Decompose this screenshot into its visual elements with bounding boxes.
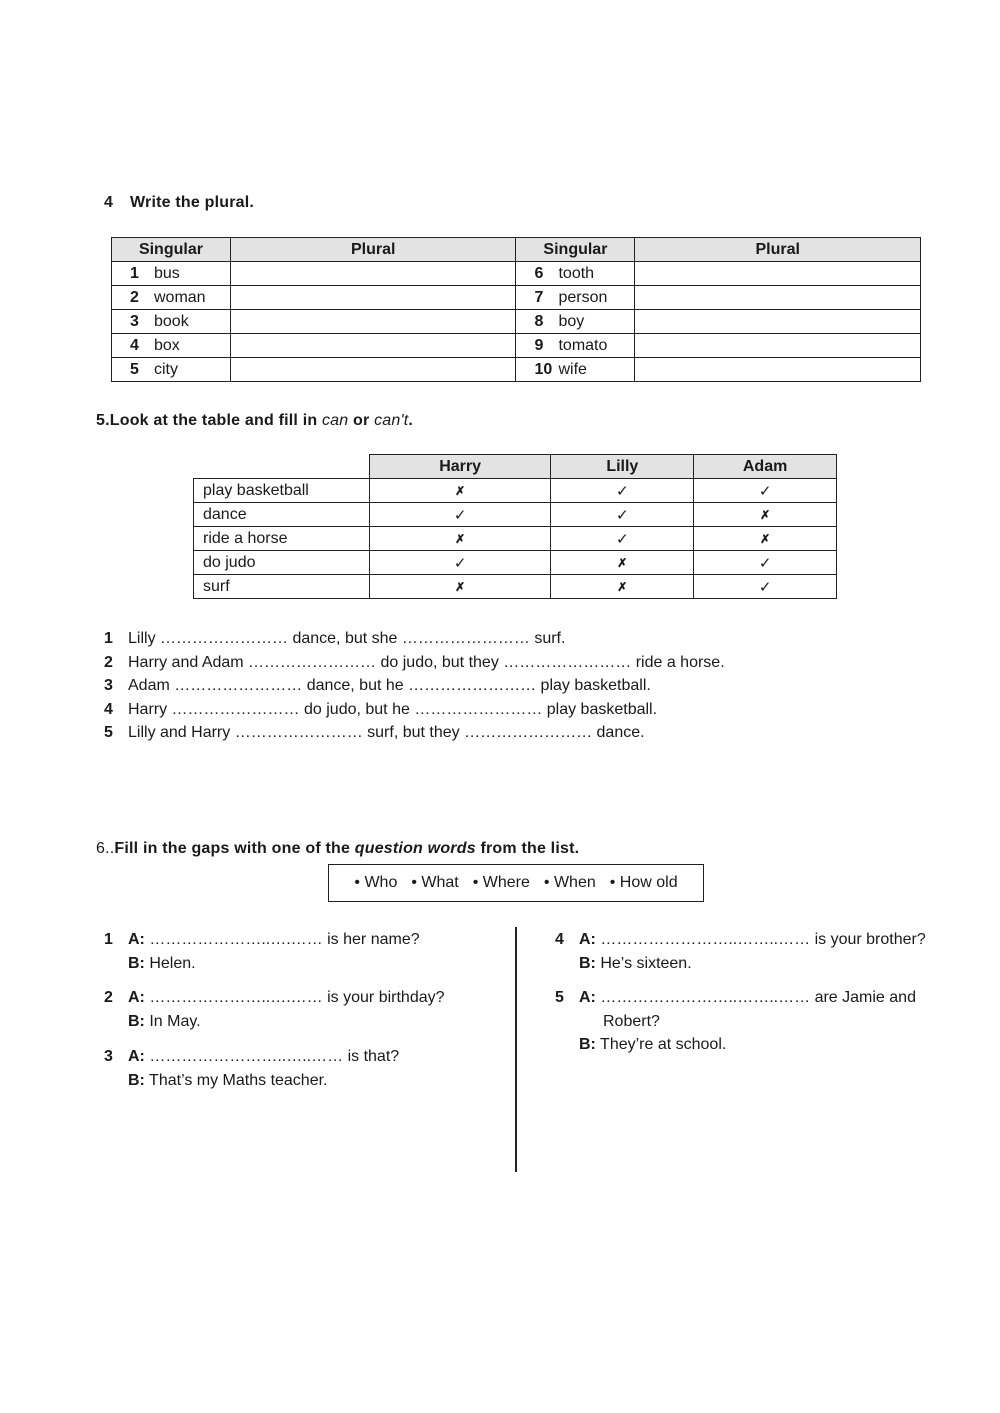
activity-cell: surf [194, 575, 370, 599]
plural-answer-cell[interactable] [230, 286, 516, 310]
qa-item-2: 2 A: …………………..….…… is your birthday? B: In May. [104, 989, 445, 1030]
plural-answer-cell[interactable] [635, 262, 921, 286]
plural-answer-cell[interactable] [230, 358, 516, 382]
singular-cell: 9 tomato [516, 334, 635, 358]
exercise-5-heading: 5.Look at the table and fill in can or can't. [96, 412, 414, 429]
check-icon: ✓ [369, 551, 551, 575]
header-adam: Adam [694, 455, 837, 479]
header-singular: Singular [516, 238, 635, 262]
singular-cell: 7 person [516, 286, 635, 310]
list-item: 4 Harry …………………… do judo, but he …………………… play basketball. [104, 700, 658, 718]
exercise-title: Write the plural. [130, 194, 255, 211]
cross-icon: ✗ [551, 575, 694, 599]
word-how-old: • How old [609, 874, 678, 891]
header-plural: Plural [635, 238, 921, 262]
plural-answer-cell[interactable] [635, 310, 921, 334]
header-empty [194, 455, 370, 479]
table-header-row [194, 455, 837, 479]
cross-icon: ✗ [694, 503, 837, 527]
activity-cell: ride a horse [194, 527, 370, 551]
singular-cell: 6 tooth [516, 262, 635, 286]
check-icon: ✓ [551, 527, 694, 551]
ability-table [193, 454, 837, 599]
header-singular: Singular [112, 238, 231, 262]
singular-cell: 1 bus [112, 262, 231, 286]
singular-cell: 3 book [112, 310, 231, 334]
exercise-4-heading [104, 194, 254, 212]
table-row [194, 575, 837, 599]
singular-cell: 8 boy [516, 310, 635, 334]
header-lilly: Lilly [551, 455, 694, 479]
exercise-6-heading: 6..Fill in the gaps with one of the question words from the list. [96, 840, 580, 857]
table-row [194, 503, 837, 527]
activity-cell: play basketball [194, 479, 370, 503]
exercise-number: 4 [104, 194, 114, 211]
check-icon: ✓ [369, 503, 551, 527]
word-who: • Who [354, 874, 398, 891]
cross-icon: ✗ [369, 575, 551, 599]
check-icon: ✓ [694, 575, 837, 599]
list-item: 2 Harry and Adam …………………… do judo, but they …………………… ride a horse. [104, 653, 725, 671]
check-icon: ✓ [694, 479, 837, 503]
header-plural: Plural [230, 238, 516, 262]
table-row [112, 286, 921, 310]
qa-item-5: 5 A: ……………………..……..…… are Jamie and Robert? B: They’re at school. [555, 989, 916, 1053]
table-header-row [112, 238, 921, 262]
cross-icon: ✗ [369, 527, 551, 551]
activity-cell: do judo [194, 551, 370, 575]
plural-answer-cell[interactable] [230, 334, 516, 358]
singular-cell: 10 wife [516, 358, 635, 382]
cross-icon: ✗ [369, 479, 551, 503]
singular-cell: 2 woman [112, 286, 231, 310]
table-row [112, 262, 921, 286]
plural-answer-cell[interactable] [635, 358, 921, 382]
singular-cell: 5 city [112, 358, 231, 382]
plural-answer-cell[interactable] [230, 310, 516, 334]
check-icon: ✓ [551, 503, 694, 527]
column-divider [515, 927, 517, 1172]
cross-icon: ✗ [694, 527, 837, 551]
qa-item-1: 1 A: …………………..….…… is her name? B: Helen. [104, 931, 420, 972]
check-icon: ✓ [694, 551, 837, 575]
table-row [112, 358, 921, 382]
plural-table [111, 237, 921, 382]
table-row [194, 551, 837, 575]
qa-item-3: 3 A: ……………………..…..…… is that? B: That’s my Maths teacher. [104, 1048, 400, 1089]
singular-cell: 4 box [112, 334, 231, 358]
activity-cell: dance [194, 503, 370, 527]
qa-item-4: 4 A: ……………………..……..…… is your brother? B: He’s sixteen. [555, 931, 926, 972]
fill-in-sentences [104, 627, 725, 745]
table-row [112, 310, 921, 334]
header-harry: Harry [369, 455, 551, 479]
word-when: • When [543, 874, 596, 891]
plural-answer-cell[interactable] [635, 286, 921, 310]
table-row [112, 334, 921, 358]
plural-answer-cell[interactable] [230, 262, 516, 286]
word-what: • What [411, 874, 459, 891]
check-icon: ✓ [551, 479, 694, 503]
question-word-list [328, 864, 704, 902]
list-item: 3 Adam …………………… dance, but he …………………… play basketball. [104, 677, 651, 694]
cross-icon: ✗ [551, 551, 694, 575]
list-item: 5 Lilly and Harry …………………… surf, but they …………………… dance. [104, 724, 645, 741]
list-item: 1 Lilly …………………… dance, but she …………………… surf. [104, 630, 566, 647]
plural-answer-cell[interactable] [635, 334, 921, 358]
table-row [194, 479, 837, 503]
word-where: • Where [472, 874, 530, 891]
table-row [194, 527, 837, 551]
